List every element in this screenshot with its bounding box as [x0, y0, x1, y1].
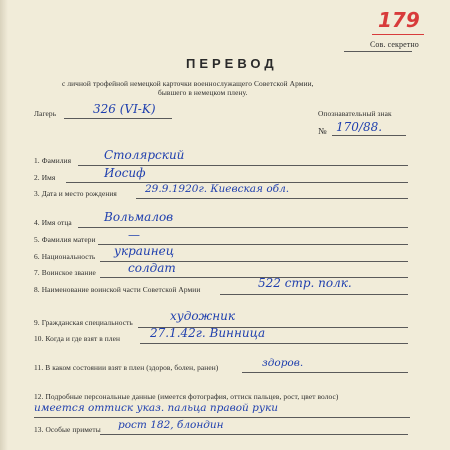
id-tag-label: Опознавательный знак	[318, 109, 392, 118]
classification-stamp: Сов. секретно	[370, 40, 419, 49]
classification-underline	[344, 51, 412, 52]
field-profession-value: художник	[170, 309, 235, 323]
page-fold-shadow	[0, 0, 8, 450]
field-condition-label: 11. В каком состоянии взят в плен (здоров, болен, ранен)	[34, 363, 219, 372]
field-features-label: 13. Особые приметы	[34, 425, 101, 434]
field-surname-label: 1. Фамилия	[34, 156, 72, 165]
id-tag-value: 170/88.	[336, 120, 383, 134]
field-nationality-label: 6. Национальность	[34, 252, 96, 261]
archive-number: 179	[378, 8, 420, 32]
field-condition-line	[242, 372, 408, 373]
field-unit-value: 522 стр. полк.	[258, 276, 352, 290]
subtitle-line-2: бывшего в немецком плену.	[158, 88, 248, 97]
field-surname-value: Столярский	[104, 148, 185, 162]
field-profession-label: 9. Гражданская специальность	[34, 318, 133, 327]
field-details-value: имеется оттиск указ. пальца правой руки	[34, 402, 279, 414]
field-rank-value: солдат	[128, 261, 176, 275]
field-birth-value: 29.9.1920г. Киевская обл.	[145, 183, 290, 195]
field-capture-line	[140, 343, 408, 344]
field-rank-label: 7. Воинское звание	[34, 268, 96, 277]
field-rank-line	[100, 277, 408, 278]
field-unit-label: 8. Наименование воинской части Советской Армии	[34, 285, 201, 294]
field-unit-line	[220, 294, 408, 295]
field-birth-label: 3. Дата и место рождения	[34, 189, 117, 198]
camp-value: 326 (VI-K)	[93, 102, 156, 116]
field-father-label: 4. Имя отца	[34, 218, 72, 227]
field-nationality-value: украинец	[114, 244, 175, 258]
field-details-label: 12. Подробные персональные данные (имеется фотография, оттиск пальцев, рост, цвет волос)	[34, 392, 339, 401]
camp-label: Лагерь	[34, 109, 57, 118]
field-capture-value: 27.1.42г. Винница	[150, 326, 266, 340]
field-details-line	[34, 417, 410, 418]
id-tag-underline	[332, 135, 406, 136]
field-condition-value: здоров.	[262, 357, 304, 369]
id-tag-prefix: №	[318, 126, 327, 136]
archive-number-underline	[372, 34, 424, 35]
field-father-value: Вольмалов	[104, 210, 174, 224]
field-capture-label: 10. Когда и где взят в плен	[34, 334, 121, 343]
field-mother-value: —	[128, 228, 140, 242]
field-name-label: 2. Имя	[34, 173, 56, 182]
field-features-value: рост 182, блондин	[118, 419, 224, 431]
camp-underline	[64, 118, 172, 119]
field-features-line	[100, 434, 408, 435]
page-title: ПЕРЕВОД	[186, 56, 278, 71]
field-mother-label: 5. Фамилия матери	[34, 235, 96, 244]
subtitle-line-1: с личной трофейной немецкой карточки военнослужащего Советской Армии,	[62, 79, 314, 88]
field-name-value: Иосиф	[104, 166, 146, 180]
field-birth-line	[136, 198, 408, 199]
